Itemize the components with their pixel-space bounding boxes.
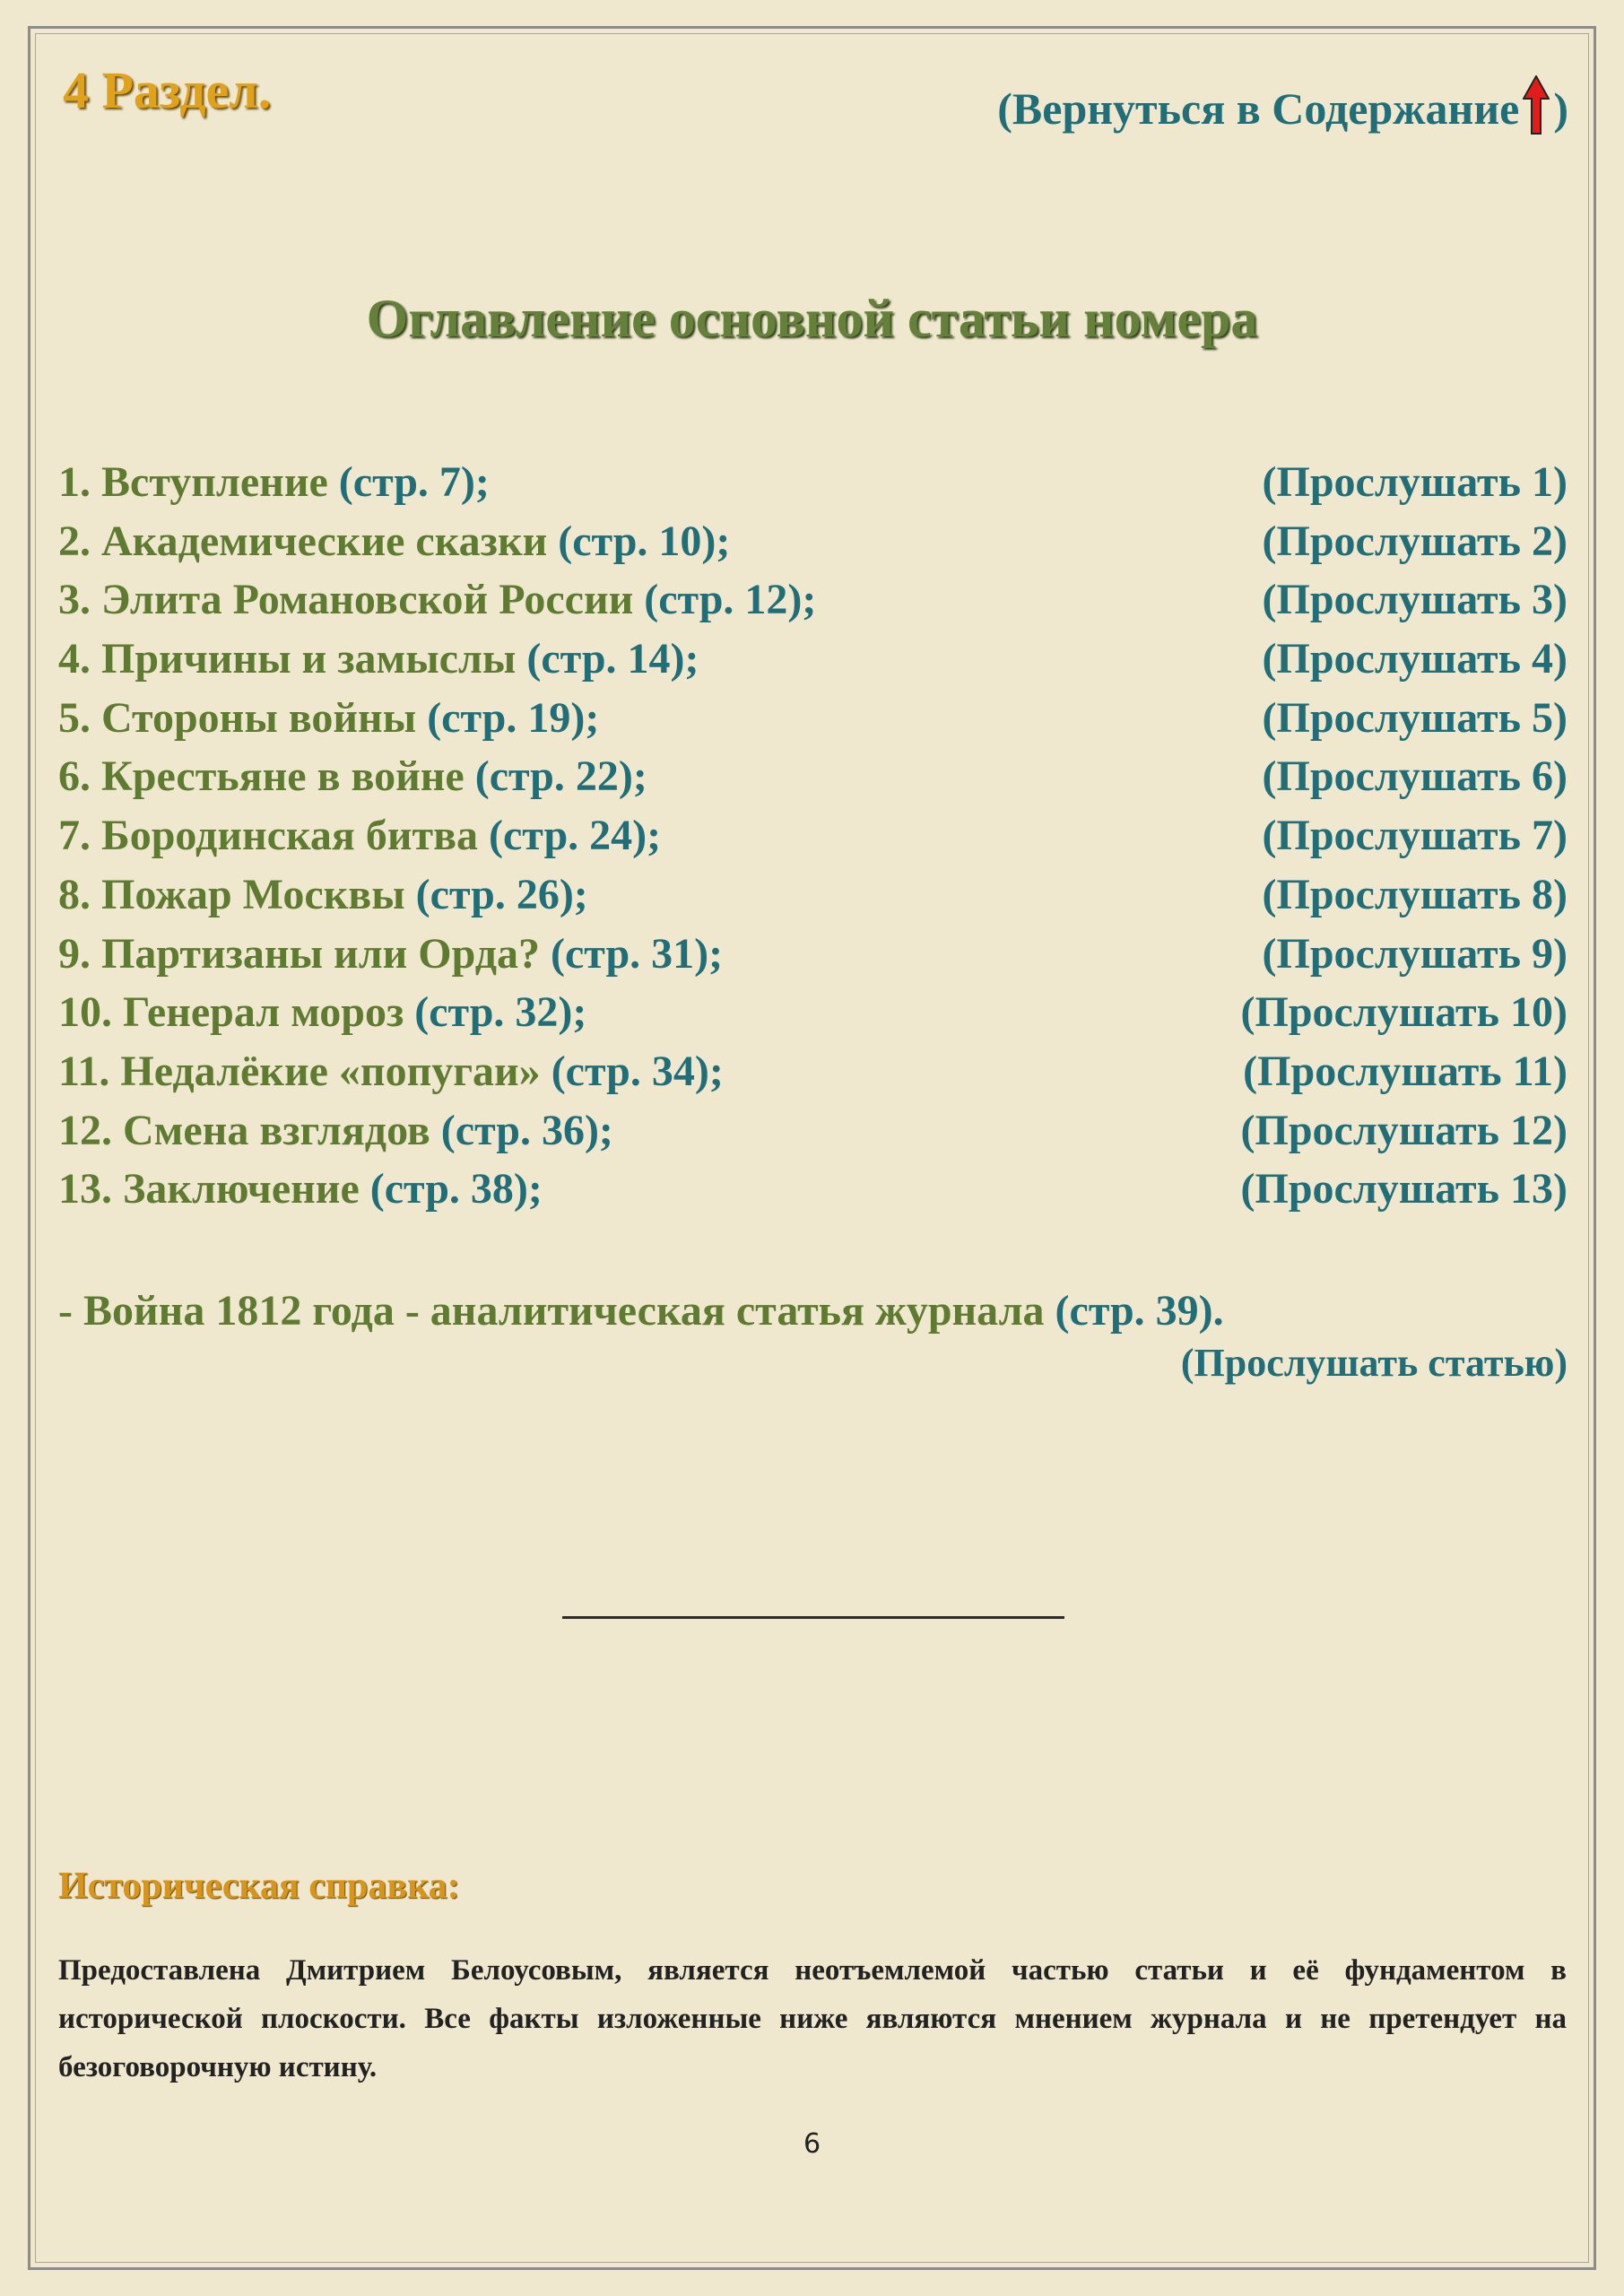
history-heading: Историческая справка: bbox=[58, 1866, 460, 1907]
toc-item-page: (стр. 14); bbox=[526, 635, 699, 683]
listen-link[interactable]: (Прослушать 2) bbox=[1262, 517, 1568, 565]
toc-item-title: 2. Академические сказки bbox=[58, 517, 559, 565]
toc-entry bbox=[58, 988, 587, 1037]
toc-item bbox=[58, 693, 1568, 756]
toc-item bbox=[58, 635, 1568, 697]
toc-item bbox=[58, 988, 1568, 1050]
toc-list bbox=[58, 458, 1568, 1227]
page-title: Оглавление основной статьи номера bbox=[366, 289, 1258, 348]
toc-item bbox=[58, 752, 1568, 814]
back-link-close: ) bbox=[1553, 83, 1568, 134]
toc-item bbox=[58, 1165, 1568, 1227]
toc-entry bbox=[58, 929, 724, 978]
listen-link[interactable]: (Прослушать 12) bbox=[1240, 1106, 1568, 1154]
toc-entry bbox=[58, 578, 816, 622]
history-paragraph: Предоставлена Дмитрием Белоусовым, является неотъемлемой частью статьи и её фундаментом в исторической плоскости. Все факты изложенные ниже являются мнением журнала и не претендует на безоговорочную истину. bbox=[58, 1954, 1567, 2083]
toc-item-page: (стр. 12); bbox=[644, 576, 817, 624]
toc-item-page: (стр. 34); bbox=[551, 1047, 724, 1095]
toc-item-title: 8. Пожар Москвы bbox=[58, 870, 416, 918]
toc-item bbox=[58, 1047, 1568, 1109]
arrow-up-icon bbox=[1523, 75, 1550, 135]
toc-item-title: 5. Стороны войны bbox=[58, 693, 428, 742]
separator-line bbox=[562, 1616, 1064, 1619]
toc-item-page: (стр. 24); bbox=[489, 812, 662, 860]
toc-entry bbox=[58, 458, 490, 506]
toc-entry bbox=[58, 870, 588, 918]
listen-link[interactable]: (Прослушать 5) bbox=[1262, 693, 1568, 742]
listen-link[interactable]: (Прослушать 10) bbox=[1240, 988, 1568, 1037]
section-label: 4 Раздел. bbox=[63, 61, 272, 119]
toc-item-page: (стр. 19); bbox=[427, 693, 600, 742]
toc-item bbox=[58, 870, 1568, 933]
listen-link[interactable]: (Прослушать 6) bbox=[1262, 752, 1568, 801]
toc-item-page: (стр. 10); bbox=[558, 517, 731, 565]
toc-item-page: (стр. 32); bbox=[414, 988, 587, 1037]
toc-item-title: 9. Партизаны или Орда? bbox=[58, 929, 551, 978]
toc-entry bbox=[58, 1165, 543, 1213]
toc-entry bbox=[58, 1106, 613, 1154]
toc-entry bbox=[58, 693, 600, 742]
toc-item-page: (стр. 31); bbox=[550, 929, 724, 978]
toc-item bbox=[58, 578, 1568, 638]
listen-link[interactable]: (Прослушать 7) bbox=[1262, 812, 1568, 860]
listen-link[interactable]: (Прослушать 1) bbox=[1262, 458, 1568, 506]
listen-link[interactable]: (Прослушать 8) bbox=[1262, 870, 1568, 918]
back-to-contents-link[interactable] bbox=[997, 75, 1568, 134]
listen-link[interactable]: (Прослушать 9) bbox=[1262, 929, 1568, 978]
toc-entry bbox=[58, 1047, 724, 1095]
toc-item bbox=[58, 814, 1568, 874]
article-page: (стр. 39). bbox=[1055, 1287, 1224, 1335]
toc-item bbox=[58, 458, 1568, 520]
listen-link[interactable]: (Прослушать 11) bbox=[1243, 1047, 1568, 1095]
toc-item-title: 13. Заключение bbox=[58, 1165, 370, 1213]
article-entry bbox=[58, 1287, 1568, 1335]
toc-item bbox=[58, 929, 1568, 992]
toc-item-title: 6. Крестьяне в войне bbox=[58, 752, 475, 801]
toc-item bbox=[58, 517, 1568, 579]
toc-entry bbox=[58, 812, 662, 860]
toc-item-page: (стр. 7); bbox=[338, 458, 490, 506]
page-number: 6 bbox=[803, 2128, 821, 2160]
listen-link[interactable]: (Прослушать 4) bbox=[1262, 635, 1568, 683]
toc-item bbox=[58, 1106, 1568, 1169]
toc-item-page: (стр. 22); bbox=[474, 752, 647, 801]
toc-entry bbox=[58, 752, 647, 801]
toc-entry bbox=[58, 517, 731, 565]
toc-item-title: 12. Смена взглядов bbox=[58, 1106, 441, 1154]
listen-link[interactable]: (Прослушать 13) bbox=[1240, 1165, 1568, 1213]
toc-item-title: 1. Вступление bbox=[58, 458, 339, 506]
toc-item-page: (стр. 26); bbox=[415, 870, 588, 918]
back-link-text: (Вернуться в Содержание bbox=[997, 83, 1520, 134]
article-title: - Война 1812 года - аналитическая статья журнала bbox=[58, 1287, 1055, 1335]
listen-link[interactable]: (Прослушать 3) bbox=[1262, 576, 1568, 624]
toc-item-page: (стр. 38); bbox=[369, 1165, 543, 1213]
toc-item-title: 10. Генерал мороз bbox=[58, 988, 415, 1037]
toc-item-title: 4. Причины и замыслы bbox=[58, 635, 527, 683]
toc-item-title: 11. Недалёкие «попугаи» bbox=[58, 1047, 551, 1095]
toc-item-title: 3. Элита Романовской России bbox=[58, 576, 645, 624]
toc-item-title: 7. Бородинская битва bbox=[58, 812, 489, 860]
toc-item-page: (стр. 36); bbox=[440, 1106, 613, 1154]
listen-article-link[interactable]: (Прослушать статью) bbox=[1180, 1341, 1568, 1385]
toc-entry bbox=[58, 635, 699, 683]
